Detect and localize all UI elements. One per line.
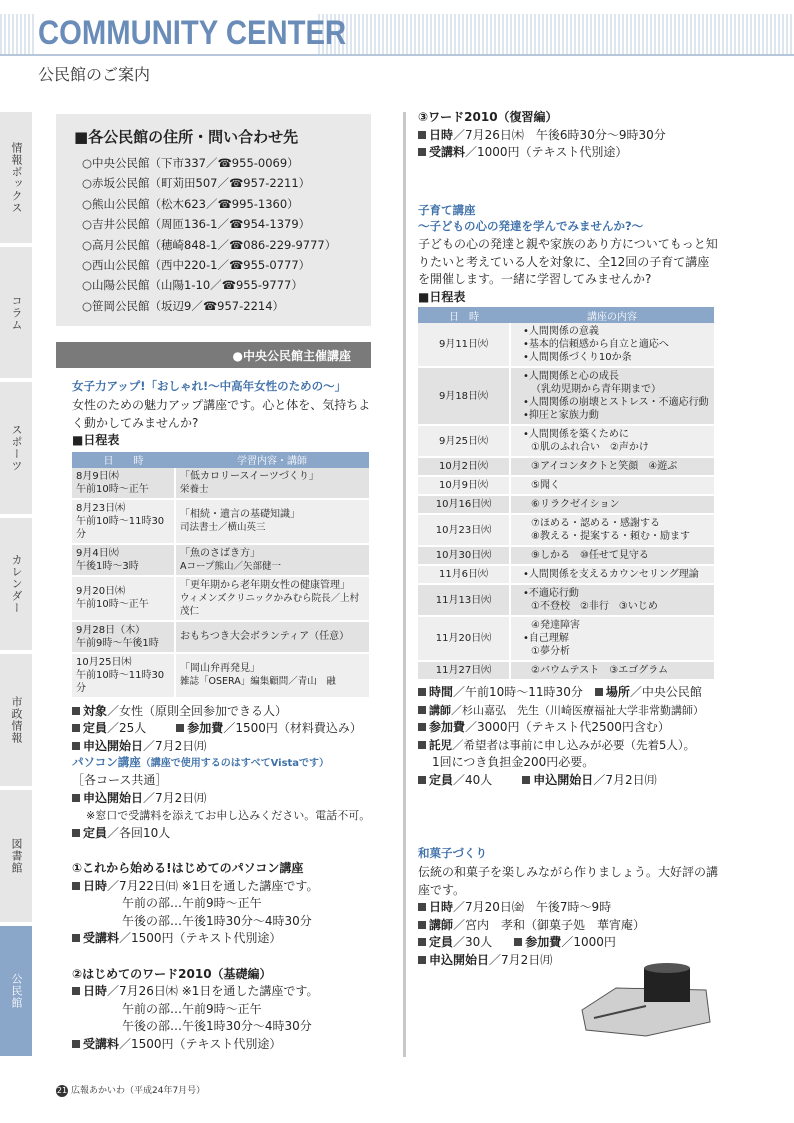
schedule-content-cell xyxy=(510,425,714,457)
joshi-course xyxy=(72,378,372,755)
column-divider xyxy=(403,112,406,1057)
row-date: 9月20日㈭ xyxy=(76,586,126,597)
header-divider xyxy=(0,54,794,56)
schedule-date-cell xyxy=(72,653,175,698)
schedule-content-cell xyxy=(510,457,714,476)
schedule-content-cell xyxy=(175,621,369,653)
schedule-date-cell: 9月11日㈫ xyxy=(418,323,510,367)
pc-common: ［各コース共通］ xyxy=(72,773,168,787)
table-row xyxy=(418,514,714,546)
wagashi-cake xyxy=(644,968,690,1002)
pc-course2-date: 日時／7月26日㈭ ※1日を通した講座です。 xyxy=(72,983,372,1001)
content-line: •不適応行動 xyxy=(523,588,579,599)
row-time: 午前9時〜午後1時 xyxy=(76,637,159,649)
wagashi-capacity-fee: 定員／30人 参加費／1000円 xyxy=(418,934,718,952)
schedule-content-cell xyxy=(510,476,714,495)
pc-course2-title: ②はじめてのワード2010（基礎編） xyxy=(72,966,272,981)
content-line: •人間関係の意義 xyxy=(523,326,599,337)
table-header: 学習内容・講師 xyxy=(175,452,369,468)
row-time: 午後1時〜3時 xyxy=(76,560,139,572)
joshi-capacity-fee: 定員／25人 参加費／1500円（材料費込み） xyxy=(72,720,372,738)
content-line: •人間関係づくり10か条 xyxy=(523,352,632,363)
schedule-content-cell xyxy=(510,367,714,425)
row-date: 9月28日（木） xyxy=(76,624,146,636)
schedule-date-cell xyxy=(72,621,175,653)
content-line: •人間関係と心の成長 xyxy=(523,371,619,382)
pc-course3 xyxy=(418,109,718,162)
content-line: •自己理解 xyxy=(523,633,569,644)
schedule-content-cell xyxy=(175,653,369,698)
content-line: ①不登校 ②非行 ③いじめ xyxy=(531,601,658,612)
schedule-date-cell: 11月27日㈫ xyxy=(418,661,510,680)
row-date: 8月23日㈭ xyxy=(76,502,126,514)
parenting-fee: 参加費／3000円（テキスト代2500円含む） xyxy=(418,719,718,737)
footer xyxy=(56,1083,205,1097)
wagashi-course xyxy=(418,845,718,969)
address-item: ○中央公民館（下市337／☎955-0069） xyxy=(82,156,299,170)
schedule-content-cell xyxy=(510,546,714,565)
schedule-date-cell xyxy=(72,499,175,544)
address-item: ○赤坂公民館（町苅田507／☎957-2211） xyxy=(82,176,311,191)
schedule-date-cell xyxy=(72,544,175,576)
side-tab-library[interactable]: 図書館 xyxy=(0,790,32,924)
row-content: 「相続・遺言の基礎知識」 xyxy=(180,509,300,520)
table-row xyxy=(418,425,714,457)
side-tab-column[interactable]: コラム xyxy=(0,247,32,380)
table-header: 講座の内容 xyxy=(510,307,714,323)
page-subtitle: 公民館のご案内 xyxy=(38,65,151,84)
wagashi-teacher: 講師／宮内 孝和（御菓子処 華宵庵） xyxy=(418,917,718,935)
row-content: 「魚のさばき方」 xyxy=(180,547,260,559)
side-tab-community-center[interactable]: 公民館 xyxy=(0,926,32,1058)
content-line: •人間関係を築くために xyxy=(523,429,629,440)
row-content: 「更年期から老年期女性の健康管理」 xyxy=(180,579,350,591)
schedule-content-cell xyxy=(510,323,714,367)
schedule-content-cell xyxy=(510,565,714,584)
schedule-date-cell xyxy=(72,576,175,621)
content-line: •基本的信頼感から自立と適応へ xyxy=(523,339,669,350)
schedule-content-cell xyxy=(510,661,714,680)
schedule-date-cell: 11月20日㈫ xyxy=(418,616,510,661)
row-teacher: ウィメンズクリニックかみむら院長／上村 茂仁 xyxy=(180,592,369,617)
schedule-content-cell xyxy=(510,514,714,546)
side-tab-sports[interactable]: スポーツ xyxy=(0,382,32,516)
row-teacher: 栄養士 xyxy=(180,483,209,495)
wagashi-desc: 伝統の和菓子を楽しみながら作りましょう。大好評の講座です。 xyxy=(418,865,719,897)
content-line: •抑圧と家族力動 xyxy=(523,410,599,421)
table-row xyxy=(418,367,714,425)
table-row xyxy=(418,661,714,680)
row-content: おもちつき大会ボランティア（任意） xyxy=(180,631,350,642)
address-item: ○山陽公民館（山陽1-10／☎955-9777） xyxy=(82,278,303,293)
parenting-schedule-table xyxy=(418,307,714,681)
table-row xyxy=(418,616,714,661)
pc-note: ※窓口で受講料を添えてお申し込みください。電話不可。 xyxy=(86,809,371,822)
address-box xyxy=(56,114,371,326)
parenting-desc: 子どもの心の発達と親や家族のあり方についてもっと知りたいと考えている人を対象に、全12回の子育て講座を開催します。一緒に学習してみませんか? xyxy=(418,237,718,286)
content-line: ⑧教える・提案する・頼む・励ます xyxy=(531,531,690,542)
joshi-desc: 女性のための魅力アップ講座です。心と体を、気持ちよく動かしてみませんか? xyxy=(72,398,371,430)
pc-capacity: 定員／各回10人 xyxy=(72,825,372,843)
wagashi-apply: 申込開始日／7月2日㈪ xyxy=(418,952,718,970)
pc-course3-date: 日時／7月26日㈭ 午後6時30分〜9時30分 xyxy=(418,127,718,145)
wagashi-date: 日時／7月20日㈮ 午後7時〜9時 xyxy=(418,899,718,917)
parenting-teacher: 講師／杉山嘉弘 先生（川崎医療福祉大学非常勤講師） xyxy=(418,702,718,720)
schedule-date-cell xyxy=(72,468,175,499)
page-title: COMMUNITY CENTER xyxy=(38,14,347,52)
page-number: 21 xyxy=(56,1086,68,1095)
table-row xyxy=(418,565,714,584)
table-row xyxy=(72,576,369,621)
table-header: 日 時 xyxy=(72,452,175,468)
table-row xyxy=(418,457,714,476)
header-decoration xyxy=(0,14,36,54)
row-date: 10月25日㈭ xyxy=(76,656,132,668)
content-line: •人間関係の崩壊とストレス・不適応行動 xyxy=(523,397,709,408)
wagashi-title: 和菓子づくり xyxy=(418,846,487,860)
parenting-schedule-label: ■日程表 xyxy=(418,289,466,304)
schedule-date-cell: 10月30日㈫ xyxy=(418,546,510,565)
pc-course3-fee: 受講料／1000円（テキスト代別途） xyxy=(418,144,718,162)
pc-course1-title: ①これから始める!はじめてのパソコン講座 xyxy=(72,861,304,875)
pc-course3-title: ③ワード2010（復習編） xyxy=(418,110,558,124)
parenting-childcare: 託児／希望者は事前に申し込みが必要（先着5人）。 xyxy=(418,737,718,755)
schedule-date-cell: 10月23日㈫ xyxy=(418,514,510,546)
parenting-capacity-apply: 定員／40人 申込開始日／7月2日㈪ xyxy=(418,772,718,790)
pc-course2-pm: 午後の部…午後1時30分〜4時30分 xyxy=(122,1019,312,1033)
content-line: ①夢分析 xyxy=(531,646,570,657)
table-row xyxy=(72,653,369,698)
footer-text: 広報あかいわ（平成24年7月号） xyxy=(71,1086,206,1096)
parenting-title: 子育て講座 xyxy=(418,203,476,217)
content-line: ④発達障害 xyxy=(531,620,580,631)
schedule-date-cell: 9月25日㈫ xyxy=(418,425,510,457)
content-line: ⑦ほめる・認める・感謝する xyxy=(531,518,660,529)
wagashi-top xyxy=(644,963,690,973)
parenting-time-place: 時間／午前10時〜11時30分 場所／中央公民館 xyxy=(418,684,718,702)
schedule-content-cell xyxy=(175,576,369,621)
row-date: 8月9日㈭ xyxy=(76,470,119,482)
wagashi-illustration xyxy=(576,960,714,1038)
schedule-date-cell: 11月13日㈫ xyxy=(418,584,510,616)
joshi-apply: 申込開始日／7月2日㈪ xyxy=(72,738,372,756)
schedule-content-cell xyxy=(510,616,714,661)
central-section-bar: ●中央公民館主催講座 xyxy=(56,342,371,368)
row-date: 9月4日㈫ xyxy=(76,547,119,559)
header-decoration-right xyxy=(318,14,794,54)
pc-title: パソコン講座（講座で使用するのはすべてVistaです） xyxy=(72,755,330,769)
content-line: ⑤聞く xyxy=(531,480,560,491)
schedule-date-cell: 9月18日㈫ xyxy=(418,367,510,425)
joshi-target: 対象／女性（原則全回参加できる人） xyxy=(72,703,372,721)
address-item: ○熊山公民館（松木623／☎995-1360） xyxy=(82,196,299,211)
row-time: 午前10時〜11時30分 xyxy=(76,669,165,694)
joshi-title: 女子力アップ!「おしゃれ!〜中高年女性のための〜」 xyxy=(72,379,347,393)
address-item: ○吉井公民館（周匝136-1／☎954-1379） xyxy=(82,217,311,232)
parenting-course xyxy=(418,202,718,789)
schedule-date-cell: 10月16日㈫ xyxy=(418,495,510,514)
row-time: 午前10時〜正午 xyxy=(76,599,149,610)
table-row xyxy=(72,621,369,653)
content-line: ⑥リラクゼイション xyxy=(531,499,620,510)
schedule-content-cell xyxy=(175,544,369,576)
row-content: 「低カロリースイーツづくり」 xyxy=(180,470,319,482)
content-line: •人間関係を支えるカウンセリング理論 xyxy=(523,569,699,580)
schedule-content-cell xyxy=(175,468,369,499)
table-row xyxy=(418,323,714,367)
table-row xyxy=(72,544,369,576)
table-row xyxy=(418,546,714,565)
address-item: ○西山公民館（西中220-1／☎955-0777） xyxy=(82,258,311,273)
schedule-content-cell xyxy=(510,584,714,616)
address-item: ○高月公民館（穂崎848-1／☎086-229-9777） xyxy=(82,237,337,252)
joshi-schedule-label: ■日程表 xyxy=(72,433,120,447)
table-row xyxy=(72,468,369,499)
schedule-date-cell: 10月2日㈫ xyxy=(418,457,510,476)
address-title: ■各公民館の住所・問い合わせ先 xyxy=(74,128,299,146)
table-row xyxy=(418,476,714,495)
content-line: ①肌のふれ合い ②声かけ xyxy=(531,442,649,453)
row-time: 午前10時〜11時30分 xyxy=(76,515,165,540)
address-item: ○笹岡公民館（坂辺9／☎957-2214） xyxy=(82,298,285,313)
row-time: 午前10時〜正午 xyxy=(76,483,149,495)
pc-course2-fee: 受講料／1500円（テキスト代別途） xyxy=(72,1036,372,1054)
parenting-subtitle: 〜子どもの心の発達を学んでみませんか?〜 xyxy=(418,219,644,233)
pc-course1-fee: 受講料／1500円（テキスト代別途） xyxy=(72,930,372,948)
pc-course1-pm: 午後の部…午後1時30分〜4時30分 xyxy=(122,913,312,928)
pc-course xyxy=(72,754,372,1053)
schedule-content-cell xyxy=(175,499,369,544)
table-header: 日 時 xyxy=(418,307,510,323)
side-tab-calendar[interactable]: カレンダー xyxy=(0,518,32,652)
table-row xyxy=(72,499,369,544)
row-teacher: 司法書士／横山英三 xyxy=(180,522,266,533)
content-line: ⑨しかる ⑩任せて見守る xyxy=(531,550,649,561)
row-teacher: 雑誌「OSERA」編集顧問／青山 融 xyxy=(180,676,336,687)
table-row xyxy=(418,495,714,514)
schedule-date-cell: 11月6日㈫ xyxy=(418,565,510,584)
pc-apply: 申込開始日／7月2日㈪ xyxy=(72,790,372,808)
pc-course1-am: 午前の部…午前9時〜正午 xyxy=(122,896,262,910)
joshi-schedule-table xyxy=(72,452,369,699)
side-tab-info-box[interactable]: 情報ボックス xyxy=(0,112,32,245)
schedule-content-cell xyxy=(510,495,714,514)
parenting-childcare-note: 1回につき負担金200円必要。 xyxy=(432,755,595,769)
row-content: 「岡山弁再発見」 xyxy=(180,663,260,674)
pc-course1-date: 日時／7月22日㈰ ※1日を通した講座です。 xyxy=(72,878,372,896)
pc-course2-am: 午前の部…午前9時〜正午 xyxy=(122,1001,262,1016)
row-teacher: Aコープ熊山／矢部健一 xyxy=(180,560,282,572)
content-line: （乳幼児期から青年期まで） xyxy=(531,384,661,395)
content-line: ②バウムテスト ③エゴグラム xyxy=(531,665,669,676)
schedule-date-cell: 10月9日㈫ xyxy=(418,476,510,495)
content-line: ③アイコンタクトと笑顔 ④遊ぶ xyxy=(531,461,678,472)
side-tab-city-news[interactable]: 市政情報 xyxy=(0,654,32,788)
table-row xyxy=(418,584,714,616)
